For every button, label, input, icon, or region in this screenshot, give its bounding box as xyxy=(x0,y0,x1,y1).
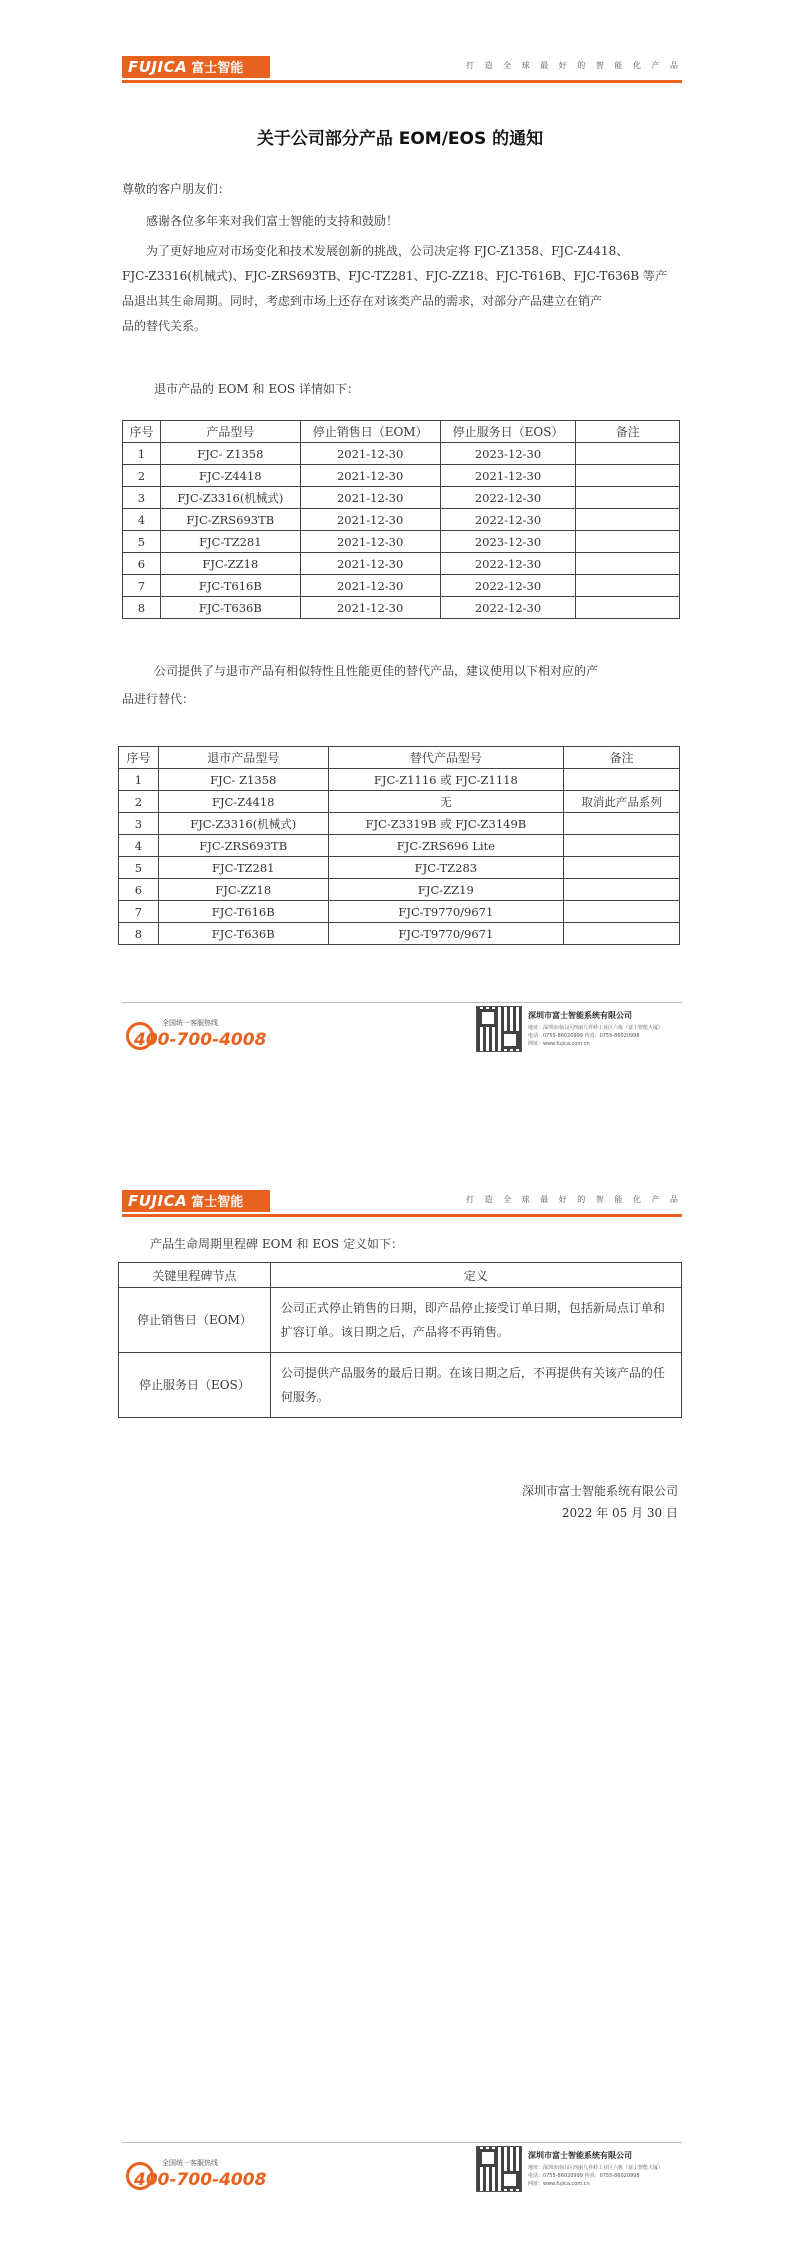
qr-code-icon xyxy=(476,1006,522,1052)
table-row: 6 FJC-ZZ18 2021-12-30 2022-12-30 xyxy=(123,553,680,575)
fujica-logo: FUJICA 富士智能 xyxy=(122,56,270,78)
table1-intro: 退市产品的 EOM 和 EOS 详情如下： xyxy=(154,382,359,396)
page2-header xyxy=(122,1190,682,1212)
table-row: 6 FJC-ZZ18 FJC-ZZ19 xyxy=(119,879,680,901)
page2-footer: 全国统一客服热线 400-700-4008 深圳市富士智能系统有限公司 地址：深圳市南山区西丽九祥岭工业区六栋（富士智能大厦） 电话：0755-86020999 传真：0755-86020998 网址：www.fujica.com.cn xyxy=(122,2142,682,2200)
greeting: 尊敬的客户朋友们： xyxy=(122,182,231,196)
page-title: 关于公司部分产品 EOM/EOS 的通知 xyxy=(256,129,544,149)
header-divider xyxy=(122,1214,682,1217)
table-row: 停止服务日（EOS） 公司提供产品服务的最后日期。在该日期之后，不再提供有关该产品的任何服务。 xyxy=(119,1353,682,1418)
table-row: 1 FJC- Z1358 FJC-Z1116 或 FJC-Z1118 xyxy=(119,769,680,791)
replacement-table xyxy=(118,746,680,945)
signature-company: 深圳市富士智能系统有限公司 xyxy=(521,1484,678,1498)
table-row: 3 FJC-Z3316(机械式) FJC-Z3319B 或 FJC-Z3149B xyxy=(119,813,680,835)
table-header-row: 关键里程碑节点 定义 xyxy=(119,1263,682,1288)
hotline-logo: 全国统一客服热线 400-700-4008 xyxy=(122,1016,272,1056)
page1-header xyxy=(122,56,682,78)
table-row: 8 FJC-T636B 2021-12-30 2022-12-30 xyxy=(123,597,680,619)
footer-company: 深圳市富士智能系统有限公司 xyxy=(528,2151,632,2160)
table-header-row: 序号 产品型号 停止销售日（EOM） 停止服务日（EOS） 备注 xyxy=(123,421,680,443)
table-row: 7 FJC-T616B 2021-12-30 2022-12-30 xyxy=(123,575,680,597)
table-row: 4 FJC-ZRS693TB 2021-12-30 2022-12-30 xyxy=(123,509,680,531)
table-row: 7 FJC-T616B FJC-T9770/9671 xyxy=(119,901,680,923)
footer-company: 深圳市富士智能系统有限公司 xyxy=(528,1011,632,1020)
hotline-logo: 全国统一客服热线 400-700-4008 xyxy=(122,2156,272,2196)
signature-date: 2022 年 05 月 30 日 xyxy=(561,1506,678,1520)
header-slogan: 打 造 全 球 最 好 的 智 能 化 产 品 xyxy=(466,1195,682,1204)
table3-intro: 产品生命周期里程碑 EOM 和 EOS 定义如下： xyxy=(150,1237,403,1251)
table-row: 2 FJC-Z4418 无 取消此产品系列 xyxy=(119,791,680,813)
table-row: 4 FJC-ZRS693TB FJC-ZRS696 Lite xyxy=(119,835,680,857)
qr-code-icon xyxy=(476,2146,522,2192)
table-row: 1 FJC- Z1358 2021-12-30 2023-12-30 xyxy=(123,443,680,465)
table-row: 3 FJC-Z3316(机械式) 2021-12-30 2022-12-30 xyxy=(123,487,680,509)
table-row: 2 FJC-Z4418 2021-12-30 2021-12-30 xyxy=(123,465,680,487)
table-row: 停止销售日（EOM） 公司正式停止销售的日期，即产品停止接受订单日期，包括新局点订单和扩容订单。该日期之后，产品将不再销售。 xyxy=(119,1288,682,1353)
header-divider xyxy=(122,80,682,83)
table-header-row: 序号 退市产品型号 替代产品型号 备注 xyxy=(119,747,680,769)
eom-eos-table xyxy=(122,420,680,619)
page1-footer: 全国统一客服热线 400-700-4008 深圳市富士智能系统有限公司 地址：深圳市南山区西丽九祥岭工业区六栋（富士智能大厦） 电话：0755-86020999 传真：0755-86020998 网址：www.fujica.com.cn xyxy=(122,1002,682,1060)
paragraph-thanks: 感谢各位多年来对我们富士智能的支持和鼓励！ xyxy=(146,214,399,228)
fujica-logo: FUJICA 富士智能 xyxy=(122,1190,270,1212)
table-row: 5 FJC-TZ281 FJC-TZ283 xyxy=(119,857,680,879)
header-slogan: 打 造 全 球 最 好 的 智 能 化 产 品 xyxy=(466,61,682,70)
table-row: 5 FJC-TZ281 2021-12-30 2023-12-30 xyxy=(123,531,680,553)
milestone-definition-table xyxy=(118,1262,682,1418)
table-row: 8 FJC-T636B FJC-T9770/9671 xyxy=(119,923,680,945)
